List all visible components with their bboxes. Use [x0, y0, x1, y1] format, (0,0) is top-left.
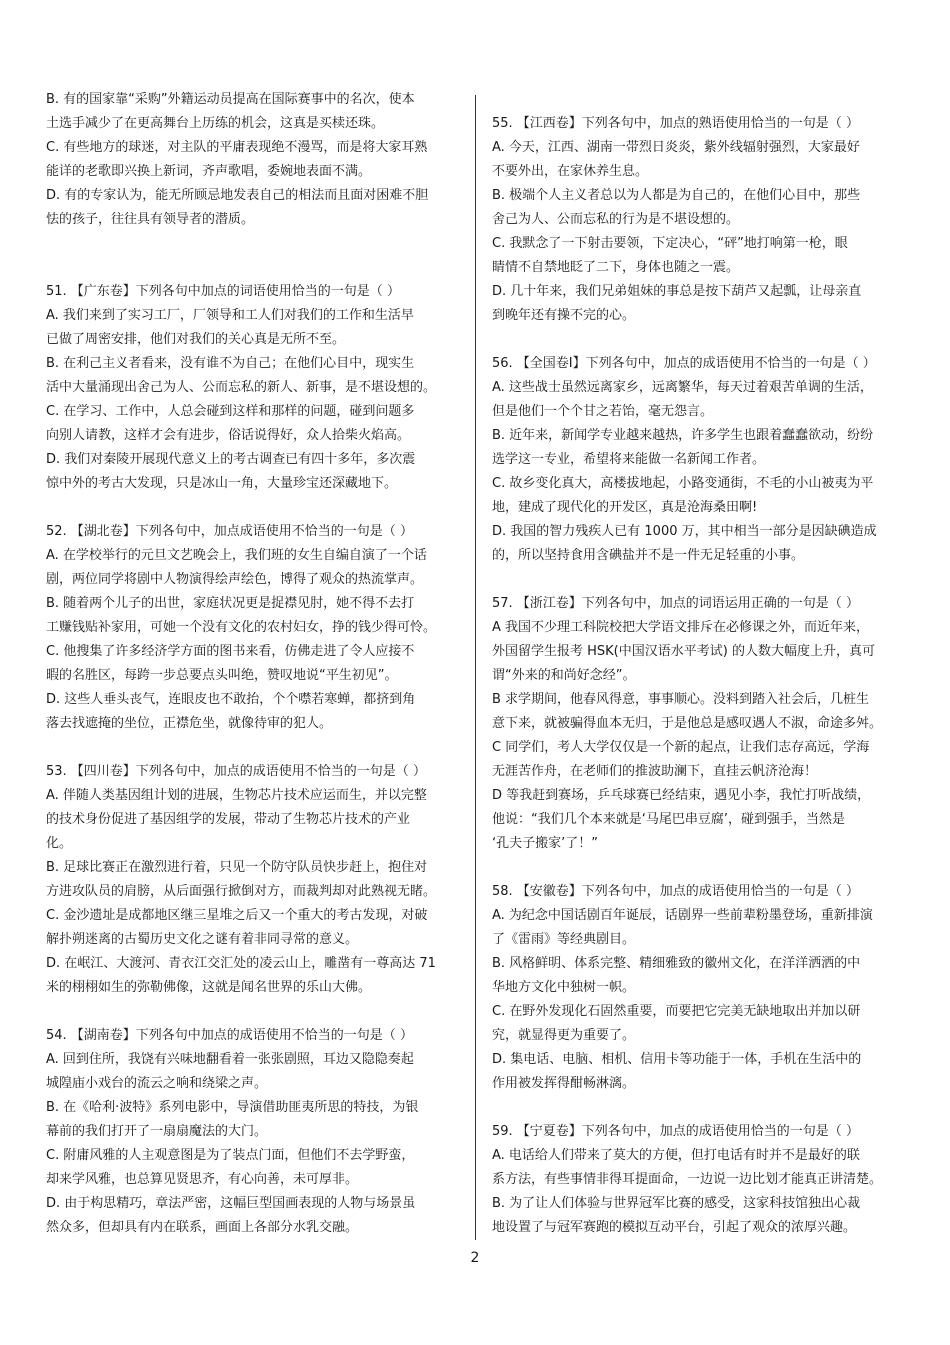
- page-number: 2: [470, 1250, 480, 1266]
- blank-line: [492, 856, 912, 880]
- text-line: A. 今天，江西、湖南一带烈日炎炎，紫外线辐射强烈，大家最好: [492, 140, 860, 155]
- text-line: B. 近年来，新闻学专业越来越热，许多学生也跟着蠢蠢欲动，纷纷: [492, 428, 874, 443]
- text-line: 59. 【宁夏卷】下列各句中，加点的成语使用恰当的一句是（ ）: [492, 1124, 859, 1139]
- text-line: 意下来，就被骗得血本无归，于是他总是感叹遇人不淑，命途多舛。: [492, 716, 883, 731]
- text-line: B. 为了让人们体验与世界冠军比赛的感受，这家科技馆独出心裁: [492, 1196, 861, 1211]
- text-line: B. 风格鲜明、体系完整、精细雅致的徽州文化，在洋洋洒洒的中: [492, 956, 861, 971]
- text-line: 无涯苦作舟，在老师们的推波助澜下，直挂云帆济沧海！: [492, 764, 818, 779]
- text-line: ‘孔夫子搬家’了！”: [492, 836, 598, 851]
- text-line: B 求学期间，他春风得意，事事顺心。没料到踏入社会后，几桩生: [492, 692, 870, 707]
- text-line: C. 他搜集了许多经济学方面的图书来看，仿佛走进了令人应接不: [46, 644, 415, 659]
- text-line: B. 在《哈利·波特》系列电影中，导演借助匪夷所思的特技，为银: [46, 1100, 419, 1115]
- text-line: D. 几十年来，我们兄弟姐妹的事总是按下葫芦又起瓢，让母亲直: [492, 284, 862, 299]
- text-line: 56. 【全国卷Ⅰ】下列各句中，加点的成语使用不恰当的一句是（ ）: [492, 356, 876, 371]
- blank-line: [46, 232, 466, 256]
- text-line: C. 附庸风雅的人主观意图是为了装点门面，但他们不去学野蛮，: [46, 1148, 415, 1163]
- text-line: B. 随着两个儿子的出世，家庭状况更是捉襟见肘，她不得不去打: [46, 596, 415, 611]
- text-line: C. 在学习、工作中，人总会碰到这样和那样的问题，碰到问题多: [46, 404, 415, 419]
- text-line: 地设置了与冠军赛跑的模拟互动平台，引起了观众的浓厚兴趣。: [492, 1220, 857, 1235]
- text-line: 向别人请教，这样才会有进步，俗话说得好，众人拾柴火焰高。: [46, 428, 411, 443]
- text-line: 究，就显得更为重要了。: [492, 1028, 636, 1043]
- text-line: D. 有的专家认为，能无所顾忌地发表自己的相法而且面对困难不胆: [46, 188, 429, 203]
- text-line: 已做了周密安排，他们对我们的关心真是无所不至。: [46, 332, 346, 347]
- text-line: 谓“外来的和尚好念经”。: [492, 668, 636, 683]
- blank-line: [46, 1000, 466, 1024]
- blank-line: [46, 256, 466, 280]
- left-column: [46, 88, 466, 1240]
- text-line: 土选手减少了在更高舞台上历练的机会，这真是买椟还珠。: [46, 116, 385, 131]
- blank-line: [492, 1096, 912, 1120]
- text-line: 54. 【湖南卷】下列各句中加点的成语使用不恰当的一句是（ ）: [46, 1028, 413, 1043]
- text-line: C. 金沙遗址是成都地区继三星堆之后又一个重大的考古发现，对破: [46, 908, 428, 923]
- text-line: 作用被发挥得酣畅淋漓。: [492, 1076, 636, 1091]
- text-line: 米的栩栩如生的弥勒佛像，这就是闻名世界的乐山大佛。: [46, 980, 372, 995]
- text-line: B. 极端个人主义者总以为人都是为自己的，在他们心目中，那些: [492, 188, 861, 203]
- text-line: 方进攻队员的肩膀，从后面强行掀倒对方，而裁判却对此熟视无睹。: [46, 884, 437, 899]
- text-line: C 同学们，考人大学仅仅是一个新的起点，让我们志存高远，学海: [492, 740, 870, 755]
- text-line: 的技术身份促进了基因组学的发展，带动了生物芯片技术的产业: [46, 812, 411, 827]
- text-line: 然众多，但却具有内在联系，画面上各部分水乳交融。: [46, 1220, 359, 1235]
- text-line: B. 在利己主义者看来，没有谁不为自己；在他们心目中，现实生: [46, 356, 415, 371]
- text-line: 53. 【四川卷】下列各句中，加点的成语使用不恰当的一句是（ ）: [46, 764, 426, 779]
- text-line: 落去找遮掩的坐位，正襟危坐，就像待审的犯人。: [46, 716, 333, 731]
- text-line: 工赚钱贴补家用，可她一个没有文化的农村妇女，挣的钱少得可怜。: [46, 620, 437, 635]
- text-line: A. 伴随人类基因组计划的进展，生物芯片技术应运而生，并以完整: [46, 788, 427, 803]
- text-line: 不要外出，在家休养生息。: [492, 164, 649, 179]
- text-line: D. 这些人垂头丧气，连眼皮也不敢抬，个个噤若寒蝉，都挤到角: [46, 692, 416, 707]
- text-line: C. 我默念了一下射击要领，下定决心，“砰”地打响第一枪，眼: [492, 236, 848, 251]
- text-line: D. 集电话、电脑、相机、信用卡等功能于一体，手机在生活中的: [492, 1052, 862, 1067]
- text-line: D. 我国的智力残疾人已有 1000 万，其中相当一部分是因缺碘造成: [492, 524, 877, 539]
- text-line: A. 为纪念中国话剧百年诞辰，话剧界一些前辈粉墨登场，重新排演: [492, 908, 873, 923]
- text-line: 能详的老歌即兴换上新词，齐声歌唱，委婉地表面不满。: [46, 164, 372, 179]
- blank-line: [492, 328, 912, 352]
- text-line: 他说：“我们几个本来就是‘马尾巴串豆腐’，碰到强手，当然是: [492, 812, 845, 827]
- text-line: D. 由于构思精巧，章法严密，这幅巨型国画表现的人物与场景虽: [46, 1196, 416, 1211]
- text-line: 剧，两位同学将剧中人物演得绘声绘色，博得了观众的热流掌声。: [46, 572, 424, 587]
- text-line: A. 这些战士虽然远离家乡，远离繁华，每天过着艰苦单调的生活，: [492, 380, 873, 395]
- right-column: [492, 88, 912, 1240]
- text-line: 却来学风雅，也总算见贤思齐，有心向善，未可厚非。: [46, 1172, 359, 1187]
- text-line: 到晚年还有操不完的心。: [492, 308, 636, 323]
- text-line: B. 足球比赛正在激烈进行着，只见一个防守队员快步赶上，抱住对: [46, 860, 428, 875]
- text-line: B. 有的国家靠“采购”外籍运动员提高在国际赛事中的名次，使本: [46, 92, 415, 107]
- text-line: 但是他们一个个甘之若饴，毫无怨言。: [492, 404, 714, 419]
- text-line: 惊中外的考古大发现，只是冰山一角，大量珍宝还深藏地下。: [46, 476, 398, 491]
- column-divider: [475, 95, 476, 1240]
- text-line: A. 电话给人们带来了莫大的方便，但打电话有时并不是最好的联: [492, 1148, 860, 1163]
- blank-line: [492, 88, 912, 112]
- text-line: A. 回到住所，我饶有兴味地翻看着一张张剧照，耳边又隐隐奏起: [46, 1052, 414, 1067]
- text-line: 了《雷雨》等经典剧目。: [492, 932, 636, 947]
- text-line: 57. 【浙江卷】下列各句中，加点的词语运用正确的一句是（ ）: [492, 596, 859, 611]
- text-line: 怯的孩子，往往具有领导者的潜质。: [46, 212, 255, 227]
- text-line: C. 故乡变化真大，高楼拔地起，小路变通街，不毛的小山被夷为平: [492, 476, 874, 491]
- blank-line: [492, 568, 912, 592]
- text-line: 系方法，有些事情非得耳提面命，一边说一边比划才能真正讲清楚。: [492, 1172, 883, 1187]
- text-line: 地，建成了现代化的开发区，真是沧海桑田啊!: [492, 500, 758, 515]
- text-line: 55. 【江西卷】下列各句中，加点的熟语使用恰当的一句是（ ）: [492, 116, 859, 131]
- blank-line: [46, 496, 466, 520]
- text-line: 活中大量涌现出舍己为人、公而忘私的新人、新事，是不堪设想的。: [46, 380, 437, 395]
- text-line: 化。: [46, 836, 73, 851]
- text-line: 暇的名胜区，每跨一步总要点头叫绝，赞叹地说“平生初见”。: [46, 668, 398, 683]
- text-line: A 我国不少理工科院校把大学语文排斥在必修课之外，而近年来，: [492, 620, 870, 635]
- text-line: 的，所以坚持食用含碘盐并不是一件无足轻重的小事。: [492, 548, 805, 563]
- text-line: 城隍庙小戏台的流云之响和绕梁之声。: [46, 1076, 268, 1091]
- blank-line: [46, 736, 466, 760]
- text-line: D 等我赶到赛场，乒乓球赛已经结束，遇见小李，我忙打听战绩，: [492, 788, 871, 803]
- text-line: A. 在学校举行的元旦文艺晚会上，我们班的女生自编自演了一个话: [46, 548, 427, 563]
- text-line: D. 我们对秦陵开展现代意义上的考古调查已有四十多年，多次震: [46, 452, 416, 467]
- text-line: 解扑朔迷离的古蜀历史文化之谜有着非同寻常的意义。: [46, 932, 359, 947]
- text-line: A. 我们来到了实习工厂，厂领导和工人们对我们的工作和生活早: [46, 308, 414, 323]
- text-line: 58. 【安徽卷】下列各句中，加点的成语使用恰当的一句是（ ）: [492, 884, 859, 899]
- text-line: C. 在野外发现化石固然重要，而要把它完美无缺地取出并加以研: [492, 1004, 861, 1019]
- text-line: 外国留学生报考 HSK(中国汉语水平考试) 的人数大幅度上升，真可: [492, 644, 875, 659]
- text-line: 51. 【广东卷】下列各句中加点的词语使用恰当的一句是（ ）: [46, 284, 400, 299]
- text-line: 华地方文化中独树一帜。: [492, 980, 636, 995]
- text-line: 52. 【湖北卷】下列各句中，加点成语使用不恰当的一句是（ ）: [46, 524, 413, 539]
- text-line: 选学这一专业，希望将来能做一名新闻工作者。: [492, 452, 766, 467]
- text-line: 幕前的我们打开了一扇扇魔法的大门。: [46, 1124, 268, 1139]
- text-line: C. 有些地方的球迷，对主队的平庸表现绝不漫骂，而是将大家耳熟: [46, 140, 428, 155]
- text-line: 舍己为人、公而忘私的行为是不堪设想的。: [492, 212, 740, 227]
- text-line: D. 在岷江、大渡河、青衣江交汇处的凌云山上，雕凿有一尊高达 71: [46, 956, 436, 971]
- text-line: 睛情不自禁地眨了二下，身体也随之一震。: [492, 260, 740, 275]
